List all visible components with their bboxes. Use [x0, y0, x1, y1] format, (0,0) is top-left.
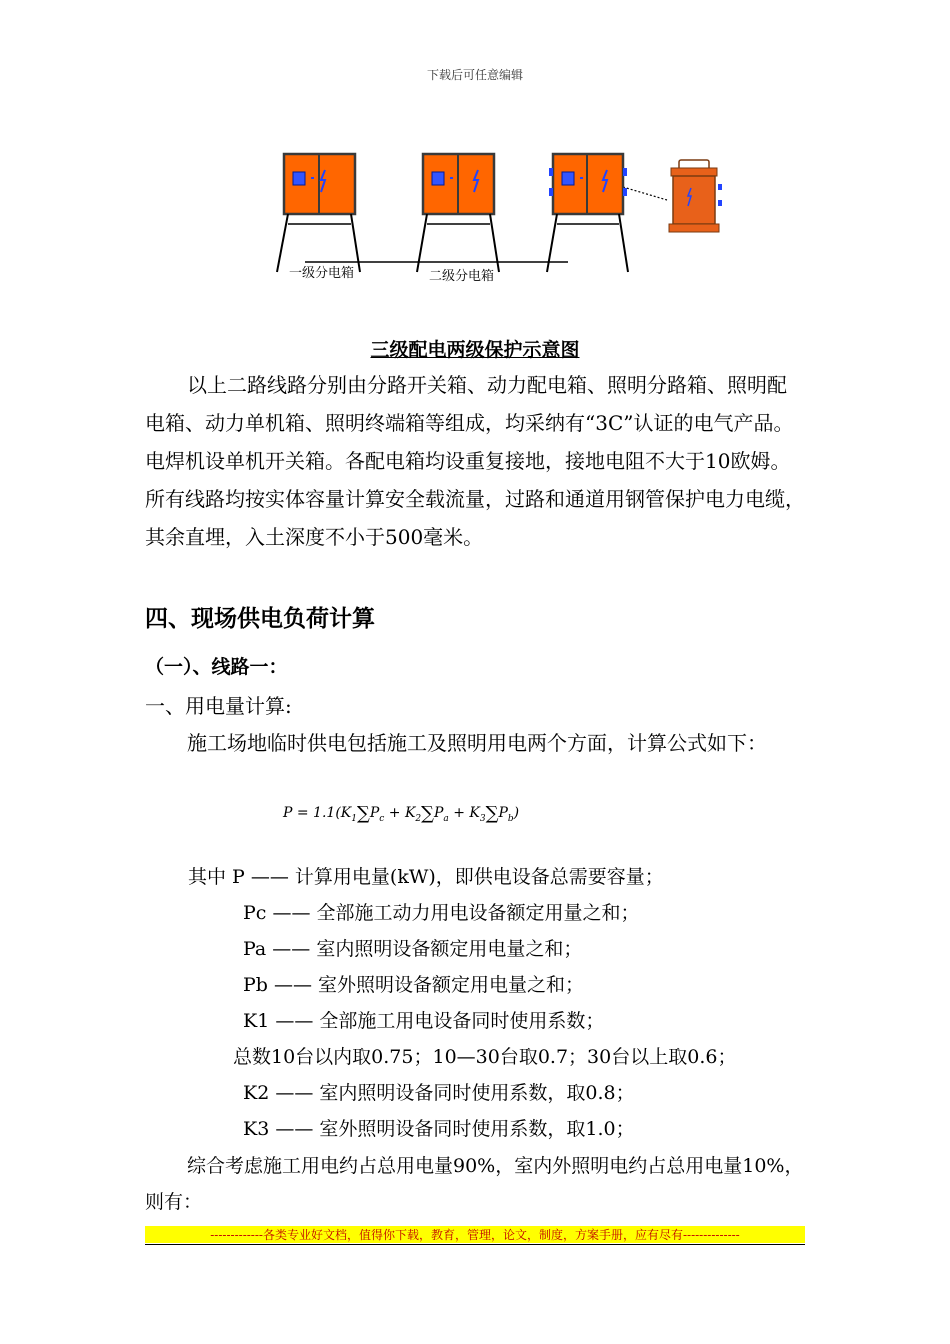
- distribution-box-2: [417, 154, 499, 272]
- distribution-diagram: [255, 140, 725, 285]
- distribution-box-3: [547, 154, 628, 272]
- footer-divider: [145, 1244, 805, 1245]
- page-header: 下载后可任意编辑: [426, 68, 523, 82]
- switch-box-small: [669, 160, 722, 232]
- paragraph-3: 综合考虑施工用电约占总用电量90%，室内外照明电约占总用电量10%，则有：: [145, 1155, 804, 1213]
- subsection-heading: （一）、线路一：: [145, 656, 288, 678]
- label-level2: 二级分电箱: [429, 269, 495, 284]
- figure-caption: 三级配电两级保护示意图: [370, 339, 580, 361]
- paragraph-2: 施工场地临时供电包括施工及照明用电两个方面，计算公式如下：: [187, 731, 767, 755]
- formula: $P = 1.1(K_1\sum P_c + K_2\sum P_a + K_3\sum P_b)$: [283, 803, 520, 824]
- definition-pc: Pc —— 全部施工动力用电设备额定用量之和；: [243, 902, 640, 924]
- definition-k1: K1 —— 全部施工用电设备同时使用系数；: [243, 1010, 605, 1032]
- footer-banner: -------------各类专业好文档，值得你下载，教育，管理，论文，制度，方案手册，应有尽有--------------: [145, 1226, 805, 1243]
- section-heading-4: 四、现场供电负荷计算: [145, 606, 375, 632]
- definition-pb: Pb —— 室外照明设备额定用电量之和；: [243, 974, 585, 996]
- definition-p: 其中 P —— 计算用电量(kW)，即供电设备总需要容量；: [188, 866, 664, 888]
- definition-k1-values: 总数10台以内取0.75；10—30台取0.7；30台以上取0.6；: [233, 1046, 737, 1068]
- definition-k2: K2 —— 室内照明设备同时使用系数，取0.8；: [243, 1082, 635, 1104]
- definition-k3: K3 —— 室外照明设备同时使用系数，取1.0；: [243, 1118, 635, 1140]
- distribution-box-1: [277, 154, 360, 272]
- paragraph-1: 以上二路线路分别由分路开关箱、动力配电箱、照明分路箱、照明配电箱、动力单机箱、照明终端箱等组成，均采纳有“3C”认证的电气产品。电焊机设单机开关箱。各配电箱均设重复接地，接地电阻不大于10欧姆。所有线路均按实体容量计算安全载流量，过路和通道用钢管保护电力电缆，其余直埋，入土深度不小于500毫米。: [145, 373, 805, 549]
- label-level1: 一级分电箱: [289, 266, 355, 281]
- item-electricity-calc: 一、用电量计算:: [145, 694, 292, 718]
- definition-pa: Pa —— 室内照明设备额定用电量之和；: [243, 938, 583, 960]
- connect-line-3: [623, 187, 667, 200]
